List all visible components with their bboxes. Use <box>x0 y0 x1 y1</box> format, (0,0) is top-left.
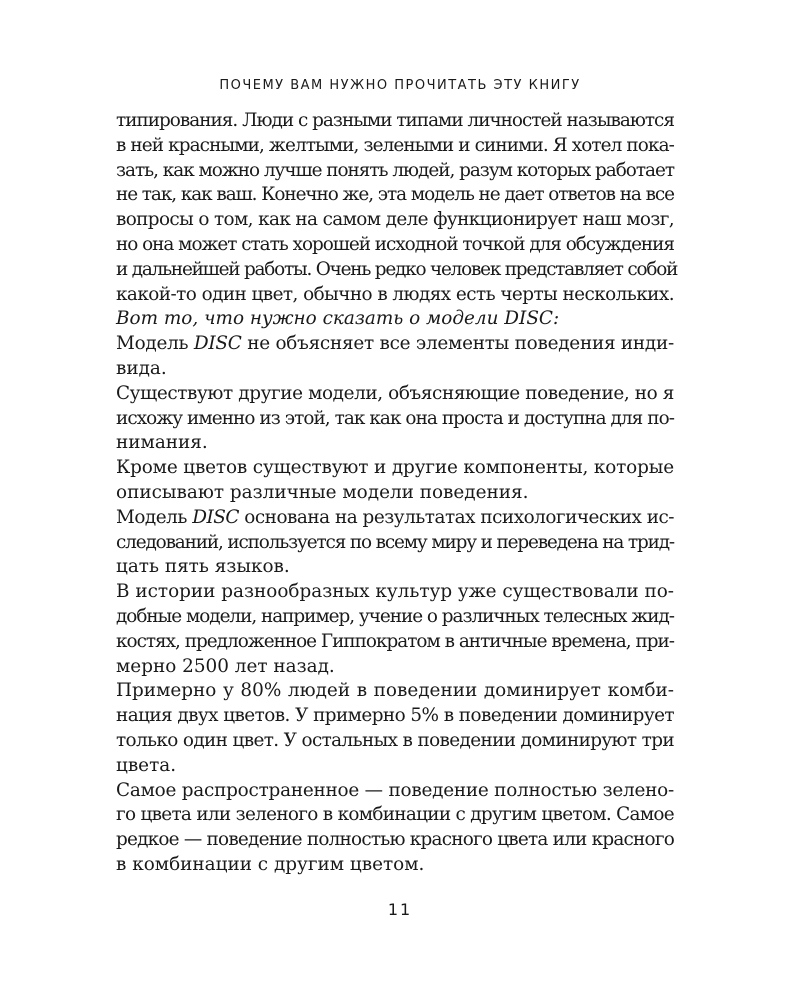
text-line: вопросы о том, как на самом деле функционирует наш мозг, <box>116 209 674 231</box>
text-line: костях, предложенное Гиппократом в античные времена, при- <box>116 630 674 652</box>
body-text <box>116 109 678 878</box>
text-line: редкое — поведение полностью красного цвета или красного <box>116 829 674 851</box>
text-line: но она может стать хорошей исходной точкой для обсуждения <box>116 233 674 255</box>
running-head: ПОЧЕМУ ВАМ НУЖНО ПРОЧИТАТЬ ЭТУ КНИГУ <box>219 78 581 93</box>
text-line: следований, используется по всему миру и переведена на трид- <box>116 531 674 553</box>
text-line: зать, как можно лучше понять людей, разум которых работает <box>116 159 674 181</box>
text-line: Самое распространенное — поведение полностью зелено- <box>116 779 674 801</box>
text-line: вида. <box>116 357 167 379</box>
text-line: цать пять языков. <box>116 556 290 578</box>
text-line: нимания. <box>116 432 208 454</box>
text-line: типирования. Люди с разными типами личностей называются <box>116 110 674 131</box>
text-line: описывают различные модели поведения. <box>116 481 529 503</box>
text-line: не так, как ваш. Конечно же, эта модель не дает ответов на все <box>116 184 674 206</box>
text-line: го цвета или зеленого в комбинации с другим цветом. Самое <box>116 804 674 826</box>
text-line: мерно 2500 лет назад. <box>116 655 335 677</box>
page-number: 11 <box>387 900 413 919</box>
text-line: Модель DISC основана на результатах психологических ис- <box>116 506 674 528</box>
text-line: Кроме цветов существуют и другие компоненты, которые <box>116 457 674 479</box>
text-line: Существуют другие модели, объясняющие поведение, но я <box>116 382 674 404</box>
text-line: в комбинации с другим цветом. <box>116 853 425 875</box>
text-line: исхожу именно из этой, так как она проста и доступна для по- <box>116 407 674 429</box>
text-line: Модель DISC не объясняет все элементы поведения инди- <box>116 333 674 355</box>
text-line: только один цвет. У остальных в поведении доминируют три <box>116 729 674 751</box>
text-line: Примерно у 80% людей в поведении доминирует комби- <box>116 680 674 702</box>
text-line: в ней красными, желтыми, зелеными и синими. Я хотел пока- <box>116 134 674 156</box>
text-line: добные модели, например, учение о различных телесных жид- <box>116 605 674 627</box>
text-line: нация двух цветов. У примерно 5% в поведении доминирует <box>116 705 674 727</box>
text-line: В истории разнообразных культур уже существовали по- <box>116 581 674 603</box>
text-line: какой-то один цвет, обычно в людях есть черты нескольких. <box>116 283 674 305</box>
text-line: и дальнейшей работы. Очень редко человек представляет собой <box>116 258 678 280</box>
text-line: цвета. <box>116 754 177 776</box>
text-line: Вот то, что нужно сказать о модели DISC: <box>116 308 560 330</box>
